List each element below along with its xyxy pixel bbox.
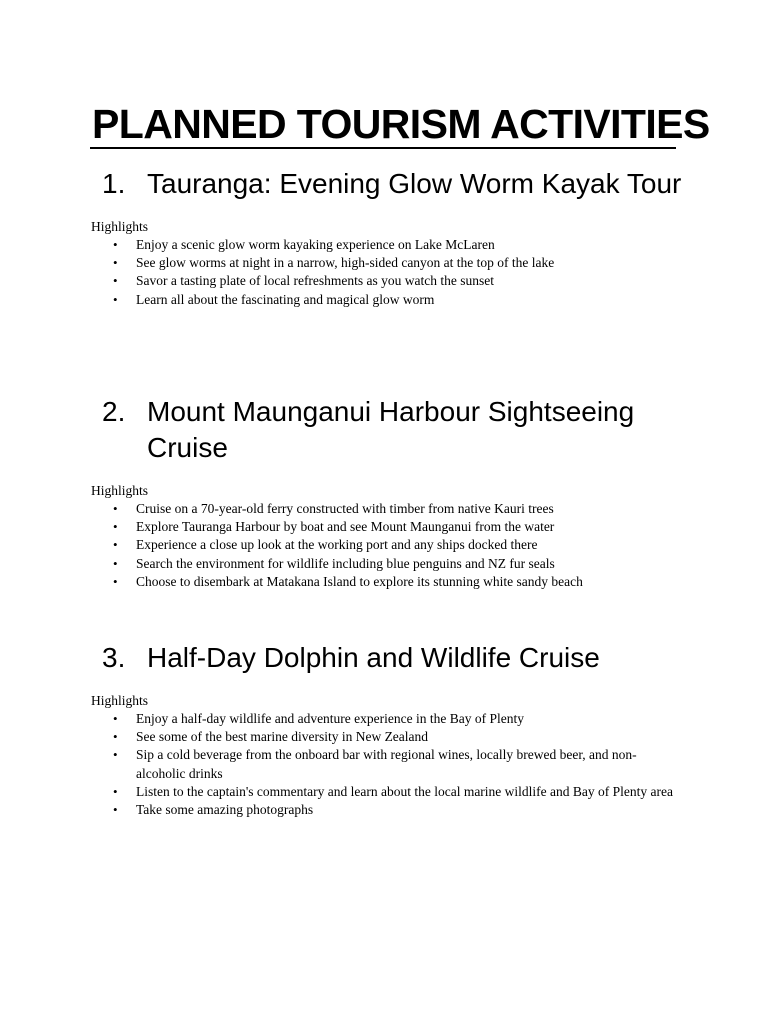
bullet-icon: •	[113, 501, 118, 516]
list-item	[0, 555, 768, 573]
bullet-icon: •	[113, 711, 118, 726]
list-item	[0, 801, 768, 819]
document-title: PLANNED TOURISM ACTIVITIES	[92, 101, 710, 147]
list-item-text: Choose to disembark at Matakana Island to explore its stunning white sandy beach	[136, 573, 583, 589]
activity-section-1	[0, 166, 768, 309]
bullet-icon: •	[113, 555, 118, 571]
list-item	[0, 710, 768, 728]
bullet-icon: •	[113, 747, 118, 763]
list-item-text: See glow worms at night in a narrow, high-sided canyon at the top of the lake	[136, 255, 555, 271]
bullet-icon: •	[113, 783, 118, 799]
list-item-text: Learn all about the fascinating and magical glow worm	[136, 291, 435, 307]
list-item-text: Experience a close up look at the working port and any ships docked there	[136, 537, 538, 553]
list-item-text: Savor a tasting plate of local refreshments as you watch the sunset	[136, 273, 495, 289]
section-number: 1.	[102, 168, 126, 199]
section-number: 3.	[102, 642, 126, 673]
title-underline	[90, 147, 676, 149]
section-heading	[0, 166, 768, 202]
section-title: Half-Day Dolphin and Wildlife Cruise	[147, 642, 600, 673]
highlights-label: Highlights	[91, 693, 149, 708]
highlights-label: Highlights	[91, 219, 149, 234]
list-item	[0, 254, 768, 272]
bullet-icon: •	[113, 802, 118, 818]
activity-section-3	[0, 640, 768, 819]
list-item-text: Sip a cold beverage from the onboard bar with regional wines, locally brewed beer, and non-alcoholic drinks	[136, 747, 637, 781]
list-item	[0, 291, 768, 309]
list-item	[0, 728, 768, 746]
list-item-text: Search the environment for wildlife including blue penguins and NZ fur seals	[136, 555, 555, 571]
bullet-icon: •	[113, 519, 118, 535]
bullet-icon: •	[113, 573, 118, 589]
section-number: 2.	[102, 396, 126, 427]
section-title: Mount Maunganui Harbour Sightseeing Cruise	[147, 396, 635, 463]
list-item-text: See some of the best marine diversity in New Zealand	[136, 729, 429, 745]
section-heading	[0, 640, 768, 676]
highlights-list	[0, 500, 768, 591]
bullet-icon: •	[113, 237, 118, 252]
bullet-icon: •	[113, 729, 118, 745]
list-item-text: Enjoy a scenic glow worm kayaking experience on Lake McLaren	[136, 237, 495, 252]
list-item	[0, 783, 768, 801]
list-item	[0, 236, 768, 254]
highlights-list	[0, 710, 768, 819]
list-item	[0, 272, 768, 290]
list-item-text: Enjoy a half-day wildlife and adventure experience in the Bay of Plenty	[136, 711, 524, 726]
section-heading	[0, 394, 768, 466]
list-item-text: Take some amazing photographs	[136, 802, 314, 818]
bullet-icon: •	[113, 255, 118, 271]
section-title: Tauranga: Evening Glow Worm Kayak Tour	[147, 168, 682, 199]
list-item-text: Cruise on a 70-year-old ferry constructed with timber from native Kauri trees	[136, 501, 554, 516]
list-item	[0, 518, 768, 536]
activity-section-2	[0, 394, 768, 591]
bullet-icon: •	[113, 537, 118, 553]
highlights-list	[0, 236, 768, 309]
list-item	[0, 573, 768, 591]
list-item	[0, 500, 768, 518]
bullet-icon: •	[113, 291, 118, 307]
highlights-label: Highlights	[91, 483, 149, 498]
list-item-text: Explore Tauranga Harbour by boat and see Mount Maunganui from the water	[136, 519, 555, 535]
list-item	[0, 536, 768, 554]
bullet-icon: •	[113, 273, 118, 289]
list-item	[0, 746, 768, 782]
list-item-text: Listen to the captain's commentary and learn about the local marine wildlife and Bay of Plenty area	[136, 783, 673, 799]
